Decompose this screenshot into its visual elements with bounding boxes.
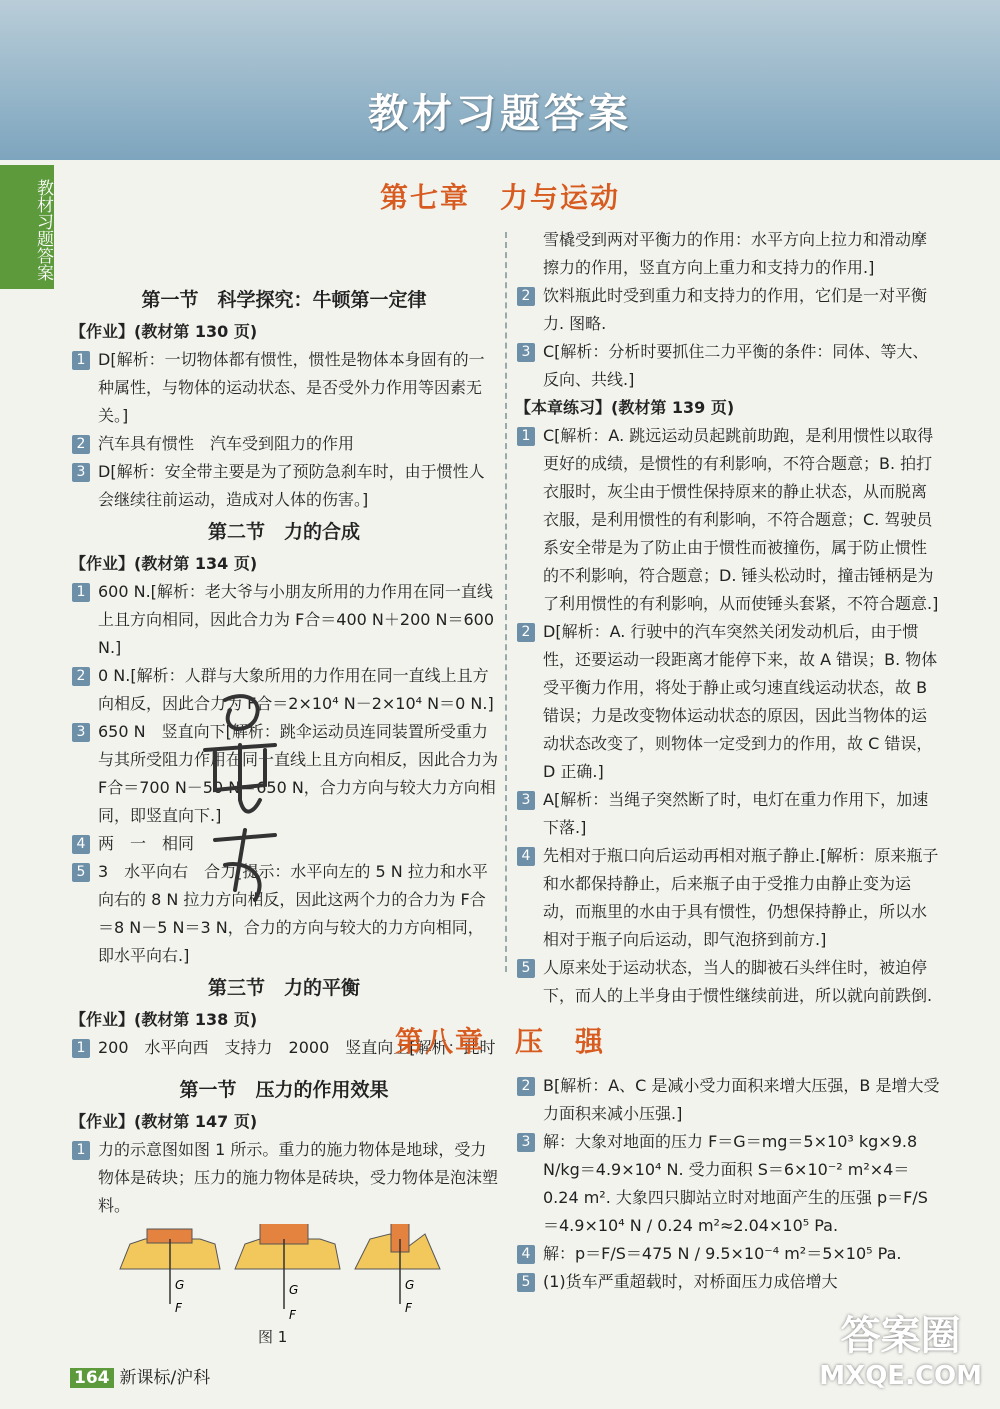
item-number: 4: [72, 835, 90, 854]
handwritten-scribble: [185, 690, 305, 920]
answer-text: 两 一 相同: [98, 834, 195, 853]
side-tab: 教材习题答案: [0, 165, 54, 289]
label-g-1: G: [175, 1278, 185, 1292]
item-number: 1: [72, 583, 90, 602]
answer-text: 0 N.[解析：人群与大象所用的力作用在同一直线上且方向相反，因此合力为 F合＝2×10⁴ N－2×10⁴ N＝0 N.]: [98, 666, 494, 713]
homework-label: 【本章练习】(教材第 139 页): [515, 398, 735, 417]
item-number: 2: [517, 623, 535, 642]
chapter-8-title: 第八章 压 强: [394, 1025, 605, 1058]
answer-text: 先相对于瓶口向后运动再相对瓶子静止.[解析：原来瓶子和水都保持静止，后来瓶子由于受推力由静止变为运动，而瓶里的水由于具有惯性，仍想保持静止，所以水相对于瓶子向后运动，即气泡挤到前方.]: [543, 846, 939, 949]
page-footer: [70, 1363, 210, 1388]
foam-block-2: [235, 1224, 340, 1309]
right-column-ch8: [515, 1072, 940, 1296]
homework-label: 【作业】(教材第 147 页): [70, 1112, 258, 1131]
item-number: 2: [517, 1077, 535, 1096]
label-f-2: F: [289, 1308, 296, 1322]
item-number: 5: [72, 863, 90, 882]
answer-item: [515, 1240, 940, 1268]
answer-item: [515, 786, 940, 842]
item-number: 2: [517, 287, 535, 306]
homework-label: 【作业】(教材第 130 页): [70, 322, 258, 341]
answer-item: [515, 1268, 940, 1296]
watermark: [819, 1304, 982, 1391]
item-number: 2: [72, 435, 90, 454]
watermark-logo: 答案圈: [840, 1313, 961, 1359]
label-g-3: G: [405, 1278, 415, 1292]
item-number: 5: [517, 959, 535, 978]
column-divider: [505, 232, 507, 972]
foam-block-3: [355, 1224, 440, 1304]
answer-text: (1)货车严重超载时，对桥面压力成倍增大: [543, 1272, 838, 1291]
answer-text: 力的示意图如图 1 所示。重力的施力物体是地球，受力物体是砖块；压力的施力物体是砖块，受力物体是泡沫塑料。: [98, 1140, 499, 1215]
item-number: 3: [72, 723, 90, 742]
item-number: 5: [517, 1273, 535, 1292]
answer-text: D[解析：安全带主要是为了预防急刹车时，由于惯性人会继续往前运动，造成对人体的伤害。]: [98, 462, 485, 509]
label-g-2: G: [289, 1283, 299, 1297]
answer-item: [515, 338, 940, 394]
item-number: 3: [517, 791, 535, 810]
section-title: 第一节 科学探究：牛顿第一定律: [141, 289, 427, 311]
watermark-url: MXQE.COM: [819, 1361, 982, 1391]
answer-item: [515, 282, 940, 338]
answer-item: [70, 578, 498, 662]
answer-text: C[解析：分析时要抓住二力平衡的条件：同体、等大、反向、共线.]: [543, 342, 929, 389]
answer-item: [515, 954, 940, 1010]
item-number: 1: [72, 1141, 90, 1160]
homework-label: 【作业】(教材第 138 页): [70, 1010, 258, 1029]
item-number: 3: [517, 343, 535, 362]
answer-text: 解：大象对地面的压力 F＝G＝mg＝5×10³ kg×9.8 N/kg＝4.9×10⁴ N. 受力面积 S＝6×10⁻² m²×4＝0.24 m². 大象四只脚站立时对地面产生的压强 p＝F/S＝4.9×10⁴ N / 0.24 m²≈2.04×10⁵ Pa.: [543, 1132, 928, 1235]
section-title: 第三节 力的平衡: [207, 977, 360, 999]
answer-item: [70, 430, 498, 458]
item-number: 3: [72, 463, 90, 482]
answer-text: 饮料瓶此时受到重力和支持力的作用，它们是一对平衡力. 图略.: [543, 286, 928, 333]
banner-title: 教材习题答案: [368, 91, 632, 137]
item-number: 1: [72, 351, 90, 370]
answer-item: [515, 618, 940, 786]
answer-text: 人原来处于运动状态，当人的脚被石头绊住时，被迫停下，而人的上半身由于惯性继续前进，所以就向前跌倒.: [543, 958, 933, 1005]
answer-text: 3 水平向右 合力[提示：水平向左的 5 N 拉力和水平向右的 8 N 拉力方向相反，因此这两个力的合力为 F合＝8 N－5 N＝3 N，合力的方向与较大的力方向相同，即水平向右.]: [98, 862, 488, 965]
answer-text: 650 N 竖直向下[解析：跳伞运动员连同装置所受重力与其所受阻力作用在同一直线上且方向相反，因此合力为 F合＝700 N－50 N＝650 N，合力方向与较大力方向相同，即竖直向下.]: [98, 722, 499, 825]
item-number: 4: [517, 847, 535, 866]
foam-block-1: [120, 1229, 220, 1304]
answer-continuation: 雪橇受到两对平衡力的作用：水平方向上拉力和滑动摩擦力的作用，竖直方向上重力和支持力的作用.]: [543, 230, 928, 277]
answer-text: D[解析：一切物体都有惯性，惯性是物体本身固有的一种属性，与物体的运动状态、是否受外力作用等因素无关。]: [98, 350, 485, 425]
page-number: 164: [70, 1368, 114, 1388]
answer-item: [70, 458, 498, 514]
homework-label: 【作业】(教材第 134 页): [70, 554, 258, 573]
answer-text: 600 N.[解析：老大爷与小朋友所用的力作用在同一直线上且方向相同，因此合力为 F合＝400 N＋200 N＝600 N.]: [98, 582, 495, 657]
answer-text: D[解析：A. 行驶中的汽车突然关闭发动机后，由于惯性，还要运动一段距离才能停下来，故 A 错误；B. 物体受平衡力作用，将处于静止或匀速直线运动状态，故 B 错误；力是改变物体运动状态的原因，因此当物体的运动状态改变了，则物体一定受到力的作用，故 C 错误，D 正确.]: [543, 622, 938, 781]
answer-text: 解：p＝F/S＝475 N / 9.5×10⁻⁴ m²＝5×10⁵ Pa.: [543, 1244, 902, 1263]
figure-caption: 图 1: [258, 1328, 288, 1346]
section-title: 第一节 压力的作用效果: [179, 1079, 389, 1101]
answer-text: 汽车具有惯性 汽车受到阻力的作用: [98, 434, 355, 453]
footer-text: 新课标/沪科: [119, 1368, 211, 1388]
answer-item: [515, 1072, 940, 1128]
chapter-7-title: 第七章 力与运动: [379, 181, 620, 214]
item-number: 1: [517, 427, 535, 446]
answer-item: [70, 346, 498, 430]
answer-item: [515, 422, 940, 618]
item-number: 4: [517, 1245, 535, 1264]
left-column-ch8: [70, 1072, 498, 1220]
answer-text: 200 水平向西 支持力 2000 竖直向上[解析：此时: [98, 1038, 496, 1057]
answer-item: [515, 1128, 940, 1240]
item-number: 1: [72, 1039, 90, 1058]
answer-item: [515, 842, 940, 954]
label-f-3: F: [405, 1301, 412, 1315]
right-column-ch7: [515, 226, 940, 1010]
answer-text: A[解析：当绳子突然断了时，电灯在重力作用下，加速下落.]: [543, 790, 929, 837]
answer-item: [70, 1136, 498, 1220]
item-number: 2: [72, 667, 90, 686]
answer-text: C[解析：A. 跳远运动员起跳前助跑，是利用惯性以取得更好的成绩，是惯性的有利影响，不符合题意；B. 拍打衣服时，灰尘由于惯性保持原来的静止状态，从而脱离衣服，是利用惯性的有利影响，不符合题意；C. 驾驶员系安全带是为了防止由于惯性而被撞伤，属于防止惯性的不利影响，符合题意；D. 锤头松动时，撞击锤柄是为了利用惯性的有利影响，从而使锤头套紧，不符合题意.]: [543, 426, 939, 613]
section-title: 第二节 力的合成: [207, 521, 360, 543]
answer-text: B[解析：A、C 是减小受力面积来增大压强，B 是增大受力面积来减小压强.]: [543, 1076, 940, 1123]
banner: [0, 0, 1000, 160]
left-column-ch7: [70, 282, 498, 1062]
item-number: 3: [517, 1133, 535, 1152]
label-f-1: F: [175, 1301, 182, 1315]
